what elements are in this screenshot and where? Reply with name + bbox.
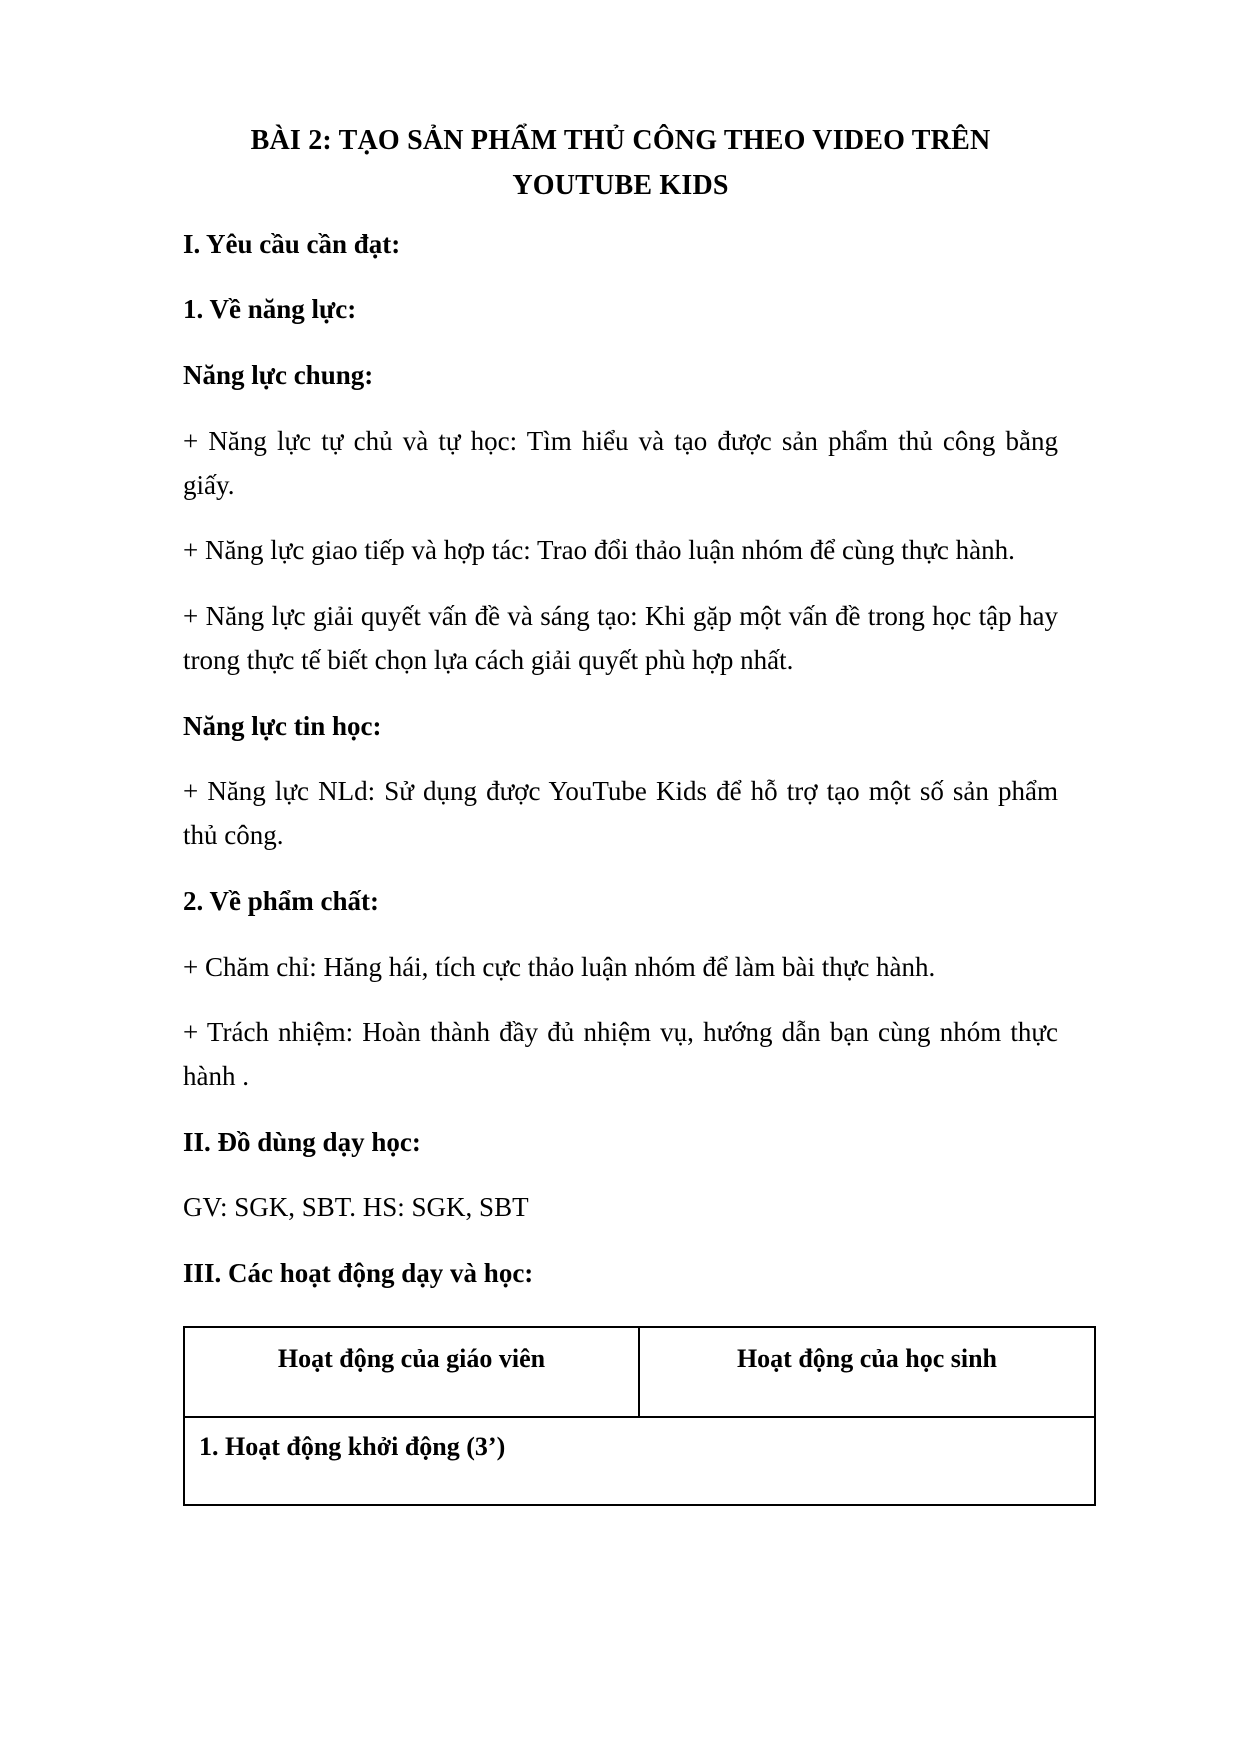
subsection-heading-general-competence: Năng lực chung: bbox=[183, 360, 374, 391]
table-row-warmup-activity: 1. Hoạt động khởi động (3’) bbox=[184, 1417, 1095, 1505]
subsection-heading-1: 1. Về năng lực: bbox=[183, 294, 357, 325]
bullet-self-learning: + Năng lực tự chủ và tự học: Tìm hiểu và tạo được sản phẩm thủ công bằng giấy. bbox=[183, 425, 1058, 500]
document-title bbox=[183, 118, 1058, 209]
document-title-line-2: YOUTUBE KIDS bbox=[512, 170, 729, 202]
subsection-heading-2: 2. Về phẩm chất: bbox=[183, 885, 380, 916]
section-heading-iii: III. Các hoạt động dạy và học: bbox=[183, 1258, 534, 1289]
document-title-line-1: BÀI 2: TẠO SẢN PHẨM THỦ CÔNG THEO VIDEO TRÊN bbox=[250, 125, 991, 156]
document-body bbox=[183, 118, 1058, 1506]
section-heading-ii: II. Đồ dùng dạy học: bbox=[183, 1126, 421, 1157]
table-row bbox=[184, 1417, 1095, 1505]
table-header-teacher: Hoạt động của giáo viên bbox=[184, 1327, 639, 1417]
table-header-student: Hoạt động của học sinh bbox=[639, 1327, 1095, 1417]
activities-table bbox=[183, 1326, 1096, 1506]
materials-line: GV: SGK, SBT. HS: SGK, SBT bbox=[183, 1192, 529, 1223]
bullet-nld-competence: + Năng lực NLd: Sử dụng được YouTube Kids để hỗ trợ tạo một số sản phẩm thủ công. bbox=[183, 776, 1058, 851]
activities-table-wrapper bbox=[183, 1326, 1058, 1506]
bullet-responsibility: + Trách nhiệm: Hoàn thành đầy đủ nhiệm vụ, hướng dẫn bạn cùng nhóm thực hành . bbox=[183, 1017, 1058, 1091]
subsection-heading-it-competence: Năng lực tin học: bbox=[183, 710, 382, 741]
section-heading-i: I. Yêu cầu cần đạt: bbox=[183, 228, 401, 259]
bullet-diligence: + Chăm chỉ: Hăng hái, tích cực thảo luận nhóm để làm bài thực hành. bbox=[183, 951, 936, 982]
bullet-communication: + Năng lực giao tiếp và hợp tác: Trao đổi thảo luận nhóm để cùng thực hành. bbox=[183, 535, 1015, 566]
table-header-row bbox=[184, 1327, 1095, 1417]
bullet-problem-solving: + Năng lực giải quyết vấn đề và sáng tạo: Khi gặp một vấn đề trong học tập hay trong thực tế biết chọn lựa cách giải quyết phù hợp nhất. bbox=[183, 601, 1058, 675]
